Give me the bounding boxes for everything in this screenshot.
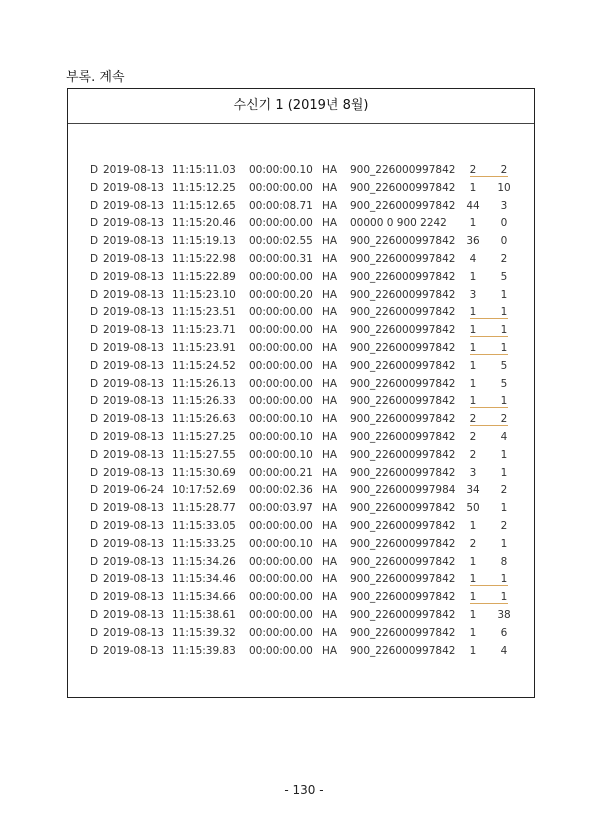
row-duration: 00:00:00.00 [249, 644, 313, 657]
row-count-a: 2 [469, 537, 477, 550]
row-date: 2019-08-13 [103, 537, 165, 550]
log-row [90, 625, 520, 643]
row-id: 900_226000997842 [350, 181, 456, 194]
row-count-a: 1 [469, 217, 477, 230]
row-duration: 00:00:00.10 [249, 448, 313, 461]
row-duration: 00:00:00.21 [249, 466, 313, 479]
row-type: HA [322, 537, 338, 550]
row-time: 11:15:34.26 [172, 555, 236, 568]
row-date: 2019-08-13 [103, 413, 165, 426]
row-time: 11:15:39.83 [172, 644, 236, 657]
row-count-b: 1 [500, 288, 508, 301]
row-duration: 00:00:00.00 [249, 591, 313, 604]
row-count-a: 1 [469, 591, 477, 604]
row-type: HA [322, 181, 338, 194]
log-row [90, 376, 520, 394]
row-flag: D [90, 181, 99, 194]
highlight-underline [470, 585, 508, 586]
row-date: 2019-08-13 [103, 235, 165, 248]
row-id: 900_226000997842 [350, 359, 456, 372]
row-count-a: 1 [469, 555, 477, 568]
log-row [90, 447, 520, 465]
log-row [90, 287, 520, 305]
log-row [90, 500, 520, 518]
row-count-b: 5 [500, 359, 508, 372]
row-id: 00000 0 900 2242 [350, 217, 447, 230]
row-count-b: 38 [497, 608, 511, 621]
row-flag: D [90, 306, 99, 319]
row-type: HA [322, 413, 338, 426]
row-duration: 00:00:00.31 [249, 252, 313, 265]
row-count-b: 6 [500, 626, 508, 639]
highlight-underline [470, 407, 508, 408]
log-row [90, 518, 520, 536]
log-row [90, 554, 520, 572]
row-count-a: 1 [469, 181, 477, 194]
row-date: 2019-08-13 [103, 395, 165, 408]
row-duration: 00:00:00.00 [249, 555, 313, 568]
log-row [90, 215, 520, 233]
row-time: 11:15:23.10 [172, 288, 236, 301]
row-date: 2019-08-13 [103, 591, 165, 604]
row-count-b: 2 [500, 252, 508, 265]
row-date: 2019-08-13 [103, 644, 165, 657]
row-date: 2019-08-13 [103, 448, 165, 461]
log-row [90, 482, 520, 500]
row-flag: D [90, 164, 99, 176]
row-flag: D [90, 217, 99, 230]
row-type: HA [322, 519, 338, 532]
row-flag: D [90, 537, 99, 550]
row-type: HA [322, 164, 338, 176]
row-type: HA [322, 377, 338, 390]
row-type: HA [322, 341, 338, 354]
row-id: 900_226000997842 [350, 502, 456, 515]
row-count-a: 1 [469, 270, 477, 283]
log-frame [67, 88, 535, 698]
row-duration: 00:00:00.00 [249, 359, 313, 372]
row-duration: 00:00:00.00 [249, 519, 313, 532]
row-flag: D [90, 341, 99, 354]
row-count-a: 2 [469, 164, 477, 176]
row-type: HA [322, 430, 338, 443]
log-row [90, 643, 520, 661]
row-date: 2019-08-13 [103, 306, 165, 319]
highlight-underline [470, 336, 508, 337]
row-count-a: 4 [469, 252, 477, 265]
row-count-b: 2 [500, 164, 508, 176]
row-id: 900_226000997984 [350, 484, 456, 497]
row-date: 2019-08-13 [103, 341, 165, 354]
row-time: 10:17:52.69 [172, 484, 236, 497]
row-type: HA [322, 199, 338, 212]
row-date: 2019-08-13 [103, 466, 165, 479]
row-flag: D [90, 430, 99, 443]
log-row [90, 536, 520, 554]
row-duration: 00:00:00.10 [249, 413, 313, 426]
row-id: 900_226000997842 [350, 413, 456, 426]
log-row [90, 198, 520, 216]
log-list [90, 162, 520, 660]
row-type: HA [322, 502, 338, 515]
row-flag: D [90, 395, 99, 408]
row-id: 900_226000997842 [350, 288, 456, 301]
row-type: HA [322, 484, 338, 497]
row-time: 11:15:33.25 [172, 537, 236, 550]
row-id: 900_226000997842 [350, 626, 456, 639]
log-row [90, 429, 520, 447]
row-time: 11:15:27.55 [172, 448, 236, 461]
row-count-a: 1 [469, 644, 477, 657]
row-type: HA [322, 555, 338, 568]
row-flag: D [90, 466, 99, 479]
highlight-underline [470, 318, 508, 319]
row-time: 11:15:26.13 [172, 377, 236, 390]
row-duration: 00:00:00.00 [249, 270, 313, 283]
row-id: 900_226000997842 [350, 448, 456, 461]
log-row [90, 589, 520, 607]
row-time: 11:15:34.46 [172, 573, 236, 586]
row-id: 900_226000997842 [350, 591, 456, 604]
row-type: HA [322, 466, 338, 479]
row-duration: 00:00:02.36 [249, 484, 313, 497]
row-count-a: 1 [469, 377, 477, 390]
row-count-a: 2 [469, 430, 477, 443]
row-flag: D [90, 608, 99, 621]
row-time: 11:15:23.71 [172, 324, 236, 337]
row-duration: 00:00:00.00 [249, 306, 313, 319]
log-row [90, 607, 520, 625]
row-duration: 00:00:00.00 [249, 341, 313, 354]
row-duration: 00:00:00.00 [249, 217, 313, 230]
row-time: 11:15:27.25 [172, 430, 236, 443]
row-count-b: 1 [500, 537, 508, 550]
log-row [90, 180, 520, 198]
row-count-b: 2 [500, 413, 508, 426]
row-time: 11:15:12.65 [172, 199, 236, 212]
row-date: 2019-08-13 [103, 359, 165, 372]
row-date: 2019-08-13 [103, 270, 165, 283]
log-row [90, 358, 520, 376]
row-count-a: 50 [466, 502, 480, 515]
row-date: 2019-08-13 [103, 164, 165, 176]
log-row [90, 304, 520, 322]
row-count-b: 5 [500, 377, 508, 390]
row-duration: 00:00:00.00 [249, 377, 313, 390]
row-count-a: 1 [469, 573, 477, 586]
row-count-b: 1 [500, 573, 508, 586]
row-count-b: 1 [500, 448, 508, 461]
row-duration: 00:00:00.10 [249, 537, 313, 550]
row-type: HA [322, 217, 338, 230]
row-id: 900_226000997842 [350, 644, 456, 657]
row-id: 900_226000997842 [350, 306, 456, 319]
row-count-b: 1 [500, 395, 508, 408]
row-duration: 00:00:00.00 [249, 324, 313, 337]
log-row [90, 251, 520, 269]
row-flag: D [90, 573, 99, 586]
row-count-b: 1 [500, 341, 508, 354]
row-time: 11:15:24.52 [172, 359, 236, 372]
row-type: HA [322, 270, 338, 283]
row-date: 2019-08-13 [103, 573, 165, 586]
row-count-b: 1 [500, 306, 508, 319]
row-count-a: 1 [469, 324, 477, 337]
log-row [90, 269, 520, 287]
highlight-underline [470, 603, 508, 604]
row-count-a: 1 [469, 608, 477, 621]
row-time: 11:15:26.33 [172, 395, 236, 408]
row-date: 2019-08-13 [103, 555, 165, 568]
row-id: 900_226000997842 [350, 555, 456, 568]
row-count-a: 3 [469, 288, 477, 301]
row-duration: 00:00:00.20 [249, 288, 313, 301]
row-flag: D [90, 359, 99, 372]
row-count-b: 8 [500, 555, 508, 568]
row-time: 11:15:20.46 [172, 217, 236, 230]
row-time: 11:15:23.91 [172, 341, 236, 354]
row-id: 900_226000997842 [350, 430, 456, 443]
row-flag: D [90, 252, 99, 265]
row-flag: D [90, 377, 99, 390]
row-count-a: 1 [469, 626, 477, 639]
row-type: HA [322, 573, 338, 586]
log-row [90, 322, 520, 340]
row-type: HA [322, 608, 338, 621]
log-row [90, 233, 520, 251]
row-time: 11:15:28.77 [172, 502, 236, 515]
row-count-a: 1 [469, 359, 477, 372]
row-type: HA [322, 448, 338, 461]
row-time: 11:15:26.63 [172, 413, 236, 426]
row-date: 2019-08-13 [103, 502, 165, 515]
row-count-a: 1 [469, 519, 477, 532]
row-flag: D [90, 270, 99, 283]
row-count-a: 1 [469, 395, 477, 408]
row-count-a: 2 [469, 413, 477, 426]
frame-title: 수신기 1 (2019년 8월) [68, 89, 534, 124]
row-date: 2019-08-13 [103, 217, 165, 230]
row-duration: 00:00:00.00 [249, 626, 313, 639]
log-row [90, 411, 520, 429]
row-type: HA [322, 395, 338, 408]
row-type: HA [322, 324, 338, 337]
row-flag: D [90, 644, 99, 657]
row-count-b: 0 [500, 217, 508, 230]
row-flag: D [90, 484, 99, 497]
row-id: 900_226000997842 [350, 252, 456, 265]
row-type: HA [322, 626, 338, 639]
row-duration: 00:00:00.10 [249, 430, 313, 443]
row-count-b: 1 [500, 324, 508, 337]
row-count-b: 1 [500, 502, 508, 515]
row-date: 2019-08-13 [103, 430, 165, 443]
row-date: 2019-08-13 [103, 324, 165, 337]
row-date: 2019-08-13 [103, 519, 165, 532]
row-date: 2019-08-13 [103, 199, 165, 212]
row-count-b: 1 [500, 466, 508, 479]
row-time: 11:15:34.66 [172, 591, 236, 604]
row-id: 900_226000997842 [350, 199, 456, 212]
row-count-b: 4 [500, 644, 508, 657]
row-id: 900_226000997842 [350, 466, 456, 479]
row-id: 900_226000997842 [350, 573, 456, 586]
row-id: 900_226000997842 [350, 537, 456, 550]
row-time: 11:15:11.03 [172, 164, 236, 176]
row-time: 11:15:39.32 [172, 626, 236, 639]
row-time: 11:15:23.51 [172, 306, 236, 319]
row-flag: D [90, 413, 99, 426]
row-count-b: 1 [500, 591, 508, 604]
row-id: 900_226000997842 [350, 235, 456, 248]
row-date: 2019-06-24 [103, 484, 165, 497]
row-time: 11:15:19.13 [172, 235, 236, 248]
row-duration: 00:00:00.00 [249, 573, 313, 586]
row-count-b: 2 [500, 519, 508, 532]
row-id: 900_226000997842 [350, 164, 456, 176]
row-flag: D [90, 502, 99, 515]
row-id: 900_226000997842 [350, 395, 456, 408]
row-type: HA [322, 288, 338, 301]
row-flag: D [90, 448, 99, 461]
row-flag: D [90, 199, 99, 212]
row-duration: 00:00:00.00 [249, 181, 313, 194]
row-flag: D [90, 626, 99, 639]
row-count-b: 10 [497, 181, 511, 194]
row-count-a: 1 [469, 306, 477, 319]
row-count-b: 5 [500, 270, 508, 283]
row-duration: 00:00:00.10 [249, 164, 313, 176]
row-type: HA [322, 591, 338, 604]
highlight-underline [470, 354, 508, 355]
row-date: 2019-08-13 [103, 252, 165, 265]
row-count-a: 36 [466, 235, 480, 248]
row-count-a: 1 [469, 341, 477, 354]
row-count-a: 34 [466, 484, 480, 497]
row-type: HA [322, 235, 338, 248]
row-id: 900_226000997842 [350, 608, 456, 621]
row-count-b: 3 [500, 199, 508, 212]
page-number: - 130 - [284, 783, 324, 797]
row-id: 900_226000997842 [350, 341, 456, 354]
row-time: 11:15:33.05 [172, 519, 236, 532]
row-flag: D [90, 519, 99, 532]
log-row [90, 465, 520, 483]
row-id: 900_226000997842 [350, 324, 456, 337]
row-count-a: 44 [466, 199, 480, 212]
log-row [90, 571, 520, 589]
row-flag: D [90, 324, 99, 337]
row-id: 900_226000997842 [350, 377, 456, 390]
row-time: 11:15:12.25 [172, 181, 236, 194]
row-duration: 00:00:00.00 [249, 608, 313, 621]
log-row [90, 340, 520, 358]
row-type: HA [322, 359, 338, 372]
row-type: HA [322, 644, 338, 657]
row-date: 2019-08-13 [103, 181, 165, 194]
row-type: HA [322, 306, 338, 319]
highlight-underline [470, 425, 508, 426]
row-duration: 00:00:00.00 [249, 395, 313, 408]
row-time: 11:15:30.69 [172, 466, 236, 479]
row-flag: D [90, 288, 99, 301]
row-count-a: 3 [469, 466, 477, 479]
row-duration: 00:00:08.71 [249, 199, 313, 212]
row-date: 2019-08-13 [103, 608, 165, 621]
row-flag: D [90, 555, 99, 568]
row-type: HA [322, 252, 338, 265]
row-id: 900_226000997842 [350, 270, 456, 283]
appendix-label: 부록. 계속 [66, 70, 125, 85]
log-row [90, 393, 520, 411]
row-date: 2019-08-13 [103, 626, 165, 639]
row-count-a: 2 [469, 448, 477, 461]
row-date: 2019-08-13 [103, 377, 165, 390]
highlight-underline [470, 176, 508, 177]
row-count-b: 4 [500, 430, 508, 443]
row-count-b: 2 [500, 484, 508, 497]
row-id: 900_226000997842 [350, 519, 456, 532]
row-flag: D [90, 235, 99, 248]
row-duration: 00:00:02.55 [249, 235, 313, 248]
row-count-b: 0 [500, 235, 508, 248]
row-flag: D [90, 591, 99, 604]
row-time: 11:15:22.98 [172, 252, 236, 265]
row-date: 2019-08-13 [103, 288, 165, 301]
log-row [90, 162, 520, 180]
row-time: 11:15:22.89 [172, 270, 236, 283]
row-time: 11:15:38.61 [172, 608, 236, 621]
row-duration: 00:00:03.97 [249, 502, 313, 515]
